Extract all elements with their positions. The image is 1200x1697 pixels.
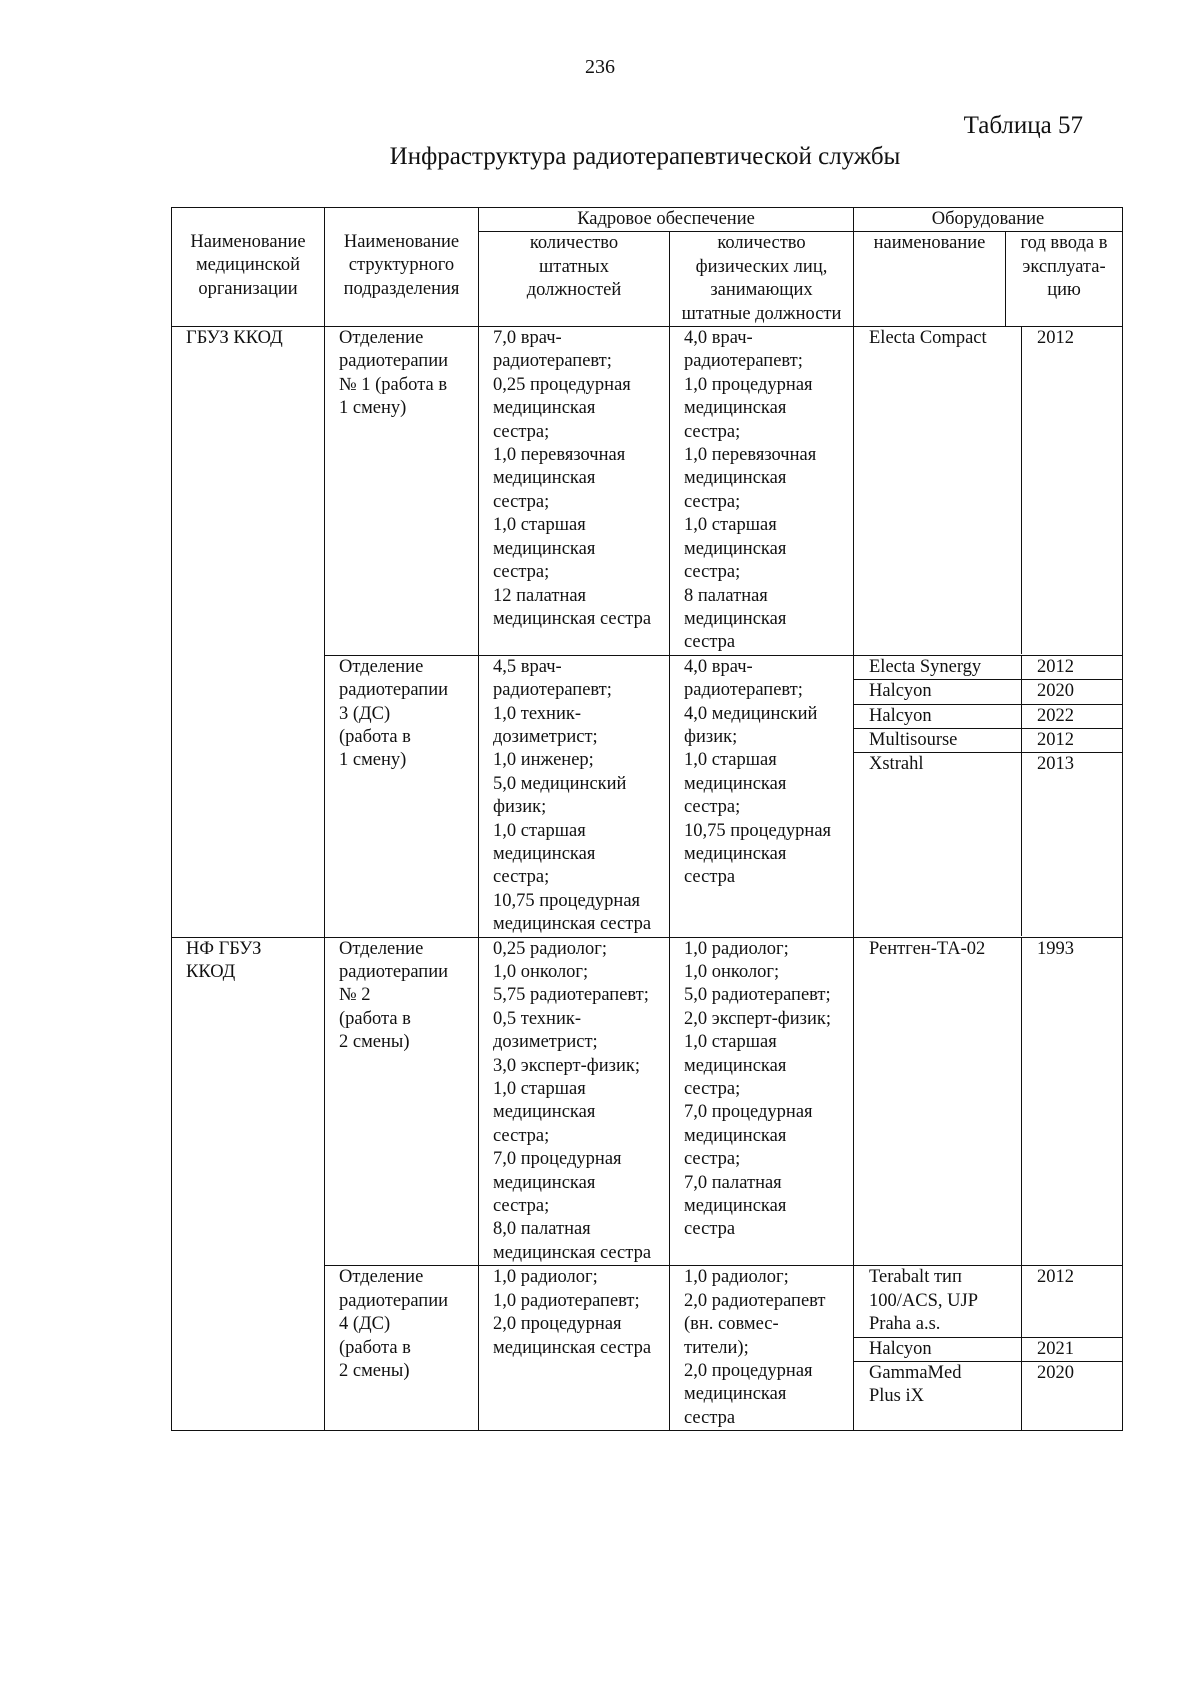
persons-cell-line: 1,0 радиолог;: [684, 938, 789, 959]
persons-cell-line: медицинская: [684, 468, 787, 489]
organization-cell-line: ККОД: [186, 962, 236, 982]
positions-cell-line: медицинская: [493, 538, 596, 559]
positions-cell-line: 0,25 радиолог;: [493, 938, 607, 959]
organization-cell: [172, 327, 325, 938]
equipment-row: [854, 327, 1122, 654]
equipment-year: 2012: [1021, 327, 1122, 654]
equipment-name-line: Multisourse: [869, 729, 958, 750]
header-equipment-year: год ввода в эксплуата- цию: [1006, 232, 1123, 327]
equipment-row: [854, 1361, 1122, 1430]
positions-cell-line: 10,75 процедурная: [493, 890, 641, 911]
equipment-name: [854, 729, 1021, 752]
persons-cell-line: сестра: [684, 1219, 736, 1240]
organization-cell: [172, 937, 325, 1431]
equipment-name-line: Halcyon: [869, 705, 932, 726]
positions-cell-line: 7,0 процедурная: [493, 1149, 622, 1170]
persons-cell: [670, 327, 854, 656]
persons-cell-line: 4,0 врач-: [684, 656, 753, 677]
positions-cell-line: медицинская: [493, 1172, 596, 1193]
unit-cell-line: Отделение: [339, 656, 424, 677]
positions-cell: [479, 937, 670, 1266]
positions-cell-line: 1,0 радиотерапевт;: [493, 1290, 640, 1311]
equipment-name: [854, 705, 1021, 728]
persons-cell-line: 7,0 процедурная: [684, 1102, 813, 1123]
persons-cell-line: медицинская: [684, 773, 787, 794]
unit-cell-line: (работа в: [339, 1008, 411, 1029]
equipment-row: [854, 704, 1122, 728]
equipment-cell: [854, 1266, 1123, 1431]
persons-cell-line: сестра: [684, 1407, 736, 1428]
positions-cell-line: 1,0 старшая: [493, 820, 586, 841]
persons-cell-line: сестра;: [684, 421, 741, 442]
positions-cell-line: 1,0 техник-: [493, 703, 582, 724]
positions-cell-line: 2,0 процедурная: [493, 1314, 622, 1335]
positions-cell-line: сестра;: [493, 421, 550, 442]
unit-cell-line: Отделение: [339, 938, 424, 959]
positions-cell-line: 7,0 врач-: [493, 328, 562, 349]
positions-cell-line: медицинская: [493, 843, 596, 864]
organization-cell-line: НФ ГБУЗ: [186, 938, 262, 959]
positions-cell-line: медицинская сестра: [493, 608, 652, 629]
unit-cell-line: № 2: [339, 985, 371, 1006]
positions-cell-line: 12 палатная: [493, 585, 587, 606]
header-equipment-name: наименование: [854, 232, 1006, 327]
equipment-name: [854, 1338, 1021, 1361]
table-row: [172, 327, 1123, 656]
positions-cell-line: 1,0 инженер;: [493, 750, 594, 771]
positions-cell-line: 8,0 палатная: [493, 1219, 591, 1240]
equipment-cell: [854, 327, 1123, 656]
equipment-row: [854, 656, 1122, 679]
equipment-row: [854, 728, 1122, 752]
equipment-year: 2012: [1021, 729, 1122, 752]
persons-cell-line: сестра: [684, 867, 736, 888]
unit-cell: [325, 655, 479, 937]
persons-cell-line: тители);: [684, 1337, 749, 1358]
equipment-name-line: Terabalt тип: [869, 1267, 962, 1288]
persons-cell-line: сестра;: [684, 1149, 741, 1170]
equipment-name-line: Xstrahl: [869, 754, 924, 775]
persons-cell-line: сестра;: [684, 1079, 741, 1100]
persons-cell-line: радиотерапевт;: [684, 680, 803, 701]
persons-cell-line: физик;: [684, 726, 738, 747]
equipment-year: 2022: [1021, 705, 1122, 728]
persons-cell-line: 5,0 радиотерапевт;: [684, 985, 831, 1006]
persons-cell-line: сестра;: [684, 797, 741, 818]
persons-cell-line: сестра;: [684, 562, 741, 583]
unit-cell: [325, 1266, 479, 1431]
unit-cell-line: Отделение: [339, 1267, 424, 1288]
persons-cell-line: 2,0 эксперт-физик;: [684, 1008, 832, 1029]
equipment-name-line: Halcyon: [869, 681, 932, 702]
positions-cell-line: медицинская сестра: [493, 914, 652, 935]
positions-cell-line: медицинская сестра: [493, 1242, 652, 1263]
persons-cell: [670, 655, 854, 937]
positions-cell-line: сестра;: [493, 562, 550, 583]
positions-cell-line: 5,75 радиотерапевт;: [493, 985, 649, 1006]
organization-cell-line: ГБУЗ ККОД: [186, 328, 283, 349]
persons-cell-line: 1,0 перевязочная: [684, 445, 817, 466]
equipment-name: [854, 656, 1021, 679]
persons-cell-line: медицинская: [684, 1384, 787, 1405]
header-unit: Наименование структурного подразделения: [325, 208, 479, 327]
persons-cell-line: медицинская: [684, 1196, 787, 1217]
positions-cell-line: медицинская: [493, 1102, 596, 1123]
unit-cell-line: (работа в: [339, 726, 411, 747]
equipment-row: [854, 752, 1122, 936]
positions-cell-line: медицинская: [493, 398, 596, 419]
persons-cell-line: 4,0 медицинский: [684, 703, 818, 724]
positions-cell-line: 3,0 эксперт-физик;: [493, 1055, 641, 1076]
positions-cell-line: дозиметрист;: [493, 726, 598, 747]
equipment-cell: [854, 655, 1123, 937]
positions-cell-line: сестра;: [493, 867, 550, 888]
positions-cell-line: 1,0 онколог;: [493, 962, 589, 982]
unit-cell-line: радиотерапии: [339, 1290, 448, 1311]
persons-cell-line: 1,0 старшая: [684, 515, 777, 536]
positions-cell-line: сестра;: [493, 491, 550, 512]
persons-cell-line: сестра: [684, 632, 736, 653]
persons-cell-line: 1,0 старшая: [684, 750, 777, 771]
unit-cell-line: радиотерапии: [339, 351, 448, 372]
positions-cell-line: дозиметрист;: [493, 1032, 598, 1053]
equipment-name: [854, 680, 1021, 703]
equipment-name-line: Praha a.s.: [869, 1314, 941, 1335]
persons-cell-line: 1,0 радиолог;: [684, 1267, 789, 1288]
equipment-name-line: Plus iX: [869, 1386, 925, 1407]
persons-cell-line: медицинская: [684, 608, 787, 629]
table-caption: Таблица 57: [963, 112, 1083, 139]
unit-cell-line: 2 смены): [339, 1032, 410, 1053]
equipment-year: 2020: [1021, 1362, 1122, 1430]
persons-cell-line: медицинская: [684, 1055, 787, 1076]
persons-cell-line: медицинская: [684, 1125, 787, 1146]
positions-cell-line: 1,0 старшая: [493, 1079, 586, 1100]
persons-cell: [670, 1266, 854, 1431]
persons-cell-line: 4,0 врач-: [684, 328, 753, 349]
positions-cell-line: сестра;: [493, 1196, 550, 1217]
unit-cell-line: № 1 (работа в: [339, 374, 448, 395]
persons-cell-line: 1,0 старшая: [684, 1032, 777, 1053]
positions-cell-line: 0,25 процедурная: [493, 374, 631, 395]
equipment-name-line: Halcyon: [869, 1338, 932, 1359]
positions-cell: [479, 327, 670, 656]
positions-cell-line: 1,0 радиолог;: [493, 1267, 598, 1288]
header-persons: количество физических лиц, занимающих штатные должности: [670, 232, 854, 327]
persons-cell-line: медицинская: [684, 538, 787, 559]
unit-cell-line: 3 (ДС): [339, 703, 391, 724]
unit-cell: [325, 937, 479, 1266]
persons-cell-line: сестра;: [684, 491, 741, 512]
equipment-row: [854, 1266, 1122, 1336]
equipment-year: 2012: [1021, 1266, 1122, 1336]
page-number: 236: [585, 56, 615, 78]
positions-cell-line: радиотерапевт;: [493, 680, 612, 701]
table-row: [172, 937, 1123, 1266]
equipment-name: [854, 1362, 1021, 1430]
unit-cell-line: 1 смену): [339, 398, 407, 419]
document-title: Инфраструктура радиотерапевтической службы: [389, 143, 901, 170]
unit-cell-line: радиотерапии: [339, 962, 448, 982]
equipment-name-line: 100/ACS, UJP: [869, 1290, 978, 1311]
equipment-year: 1993: [1021, 938, 1122, 1265]
persons-cell-line: медицинская: [684, 843, 787, 864]
persons-cell-line: (вн. совмес-: [684, 1314, 779, 1335]
header-staffing: Кадровое обеспечение: [479, 208, 854, 232]
unit-cell-line: (работа в: [339, 1337, 411, 1358]
equipment-row: [854, 679, 1122, 703]
radiotherapy-infrastructure-table: [171, 207, 1123, 1431]
equipment-name-line: Electa Synergy: [869, 656, 982, 677]
header-org: Наименование медицинской организации: [172, 208, 325, 327]
persons-cell: [670, 937, 854, 1266]
equipment-cell: [854, 937, 1123, 1266]
positions-cell-line: 5,0 медицинский: [493, 773, 627, 794]
equipment-year: 2012: [1021, 656, 1122, 679]
equipment-name: [854, 327, 1021, 654]
equipment-name-line: Electa Compact: [869, 328, 987, 349]
header-positions: количество штатных должностей: [479, 232, 670, 327]
equipment-row: [854, 1337, 1122, 1361]
equipment-year: 2020: [1021, 680, 1122, 703]
equipment-name: [854, 938, 1021, 1265]
positions-cell-line: медицинская: [493, 468, 596, 489]
positions-cell-line: радиотерапевт;: [493, 351, 612, 372]
equipment-year: 2013: [1021, 753, 1122, 936]
unit-cell-line: 1 смену): [339, 750, 407, 771]
equipment-name-line: Рентген-ТА-02: [869, 938, 986, 959]
persons-cell-line: 10,75 процедурная: [684, 820, 832, 841]
unit-cell-line: радиотерапии: [339, 680, 448, 701]
positions-cell-line: 4,5 врач-: [493, 656, 562, 677]
positions-cell-line: 1,0 перевязочная: [493, 445, 626, 466]
persons-cell-line: 7,0 палатная: [684, 1172, 782, 1193]
unit-cell: [325, 327, 479, 656]
positions-cell-line: медицинская сестра: [493, 1337, 652, 1358]
equipment-year: 2021: [1021, 1338, 1122, 1361]
equipment-name: [854, 1266, 1021, 1336]
persons-cell-line: 1,0 процедурная: [684, 374, 813, 395]
header-equipment: Оборудование: [854, 208, 1123, 232]
unit-cell-line: 2 смены): [339, 1360, 410, 1381]
positions-cell-line: физик;: [493, 797, 547, 818]
persons-cell-line: медицинская: [684, 398, 787, 419]
positions-cell-line: 1,0 старшая: [493, 515, 586, 536]
equipment-row: [854, 938, 1122, 1265]
persons-cell-line: 1,0 онколог;: [684, 962, 780, 982]
positions-cell-line: сестра;: [493, 1125, 550, 1146]
equipment-name-line: GammaMed: [869, 1362, 962, 1383]
persons-cell-line: 2,0 процедурная: [684, 1360, 813, 1381]
unit-cell-line: Отделение: [339, 328, 424, 349]
persons-cell-line: 8 палатная: [684, 585, 768, 606]
positions-cell: [479, 1266, 670, 1431]
persons-cell-line: радиотерапевт;: [684, 351, 803, 372]
persons-cell-line: 2,0 радиотерапевт: [684, 1290, 826, 1311]
positions-cell: [479, 655, 670, 937]
unit-cell-line: 4 (ДС): [339, 1314, 391, 1335]
positions-cell-line: 0,5 техник-: [493, 1008, 582, 1029]
equipment-name: [854, 753, 1021, 936]
